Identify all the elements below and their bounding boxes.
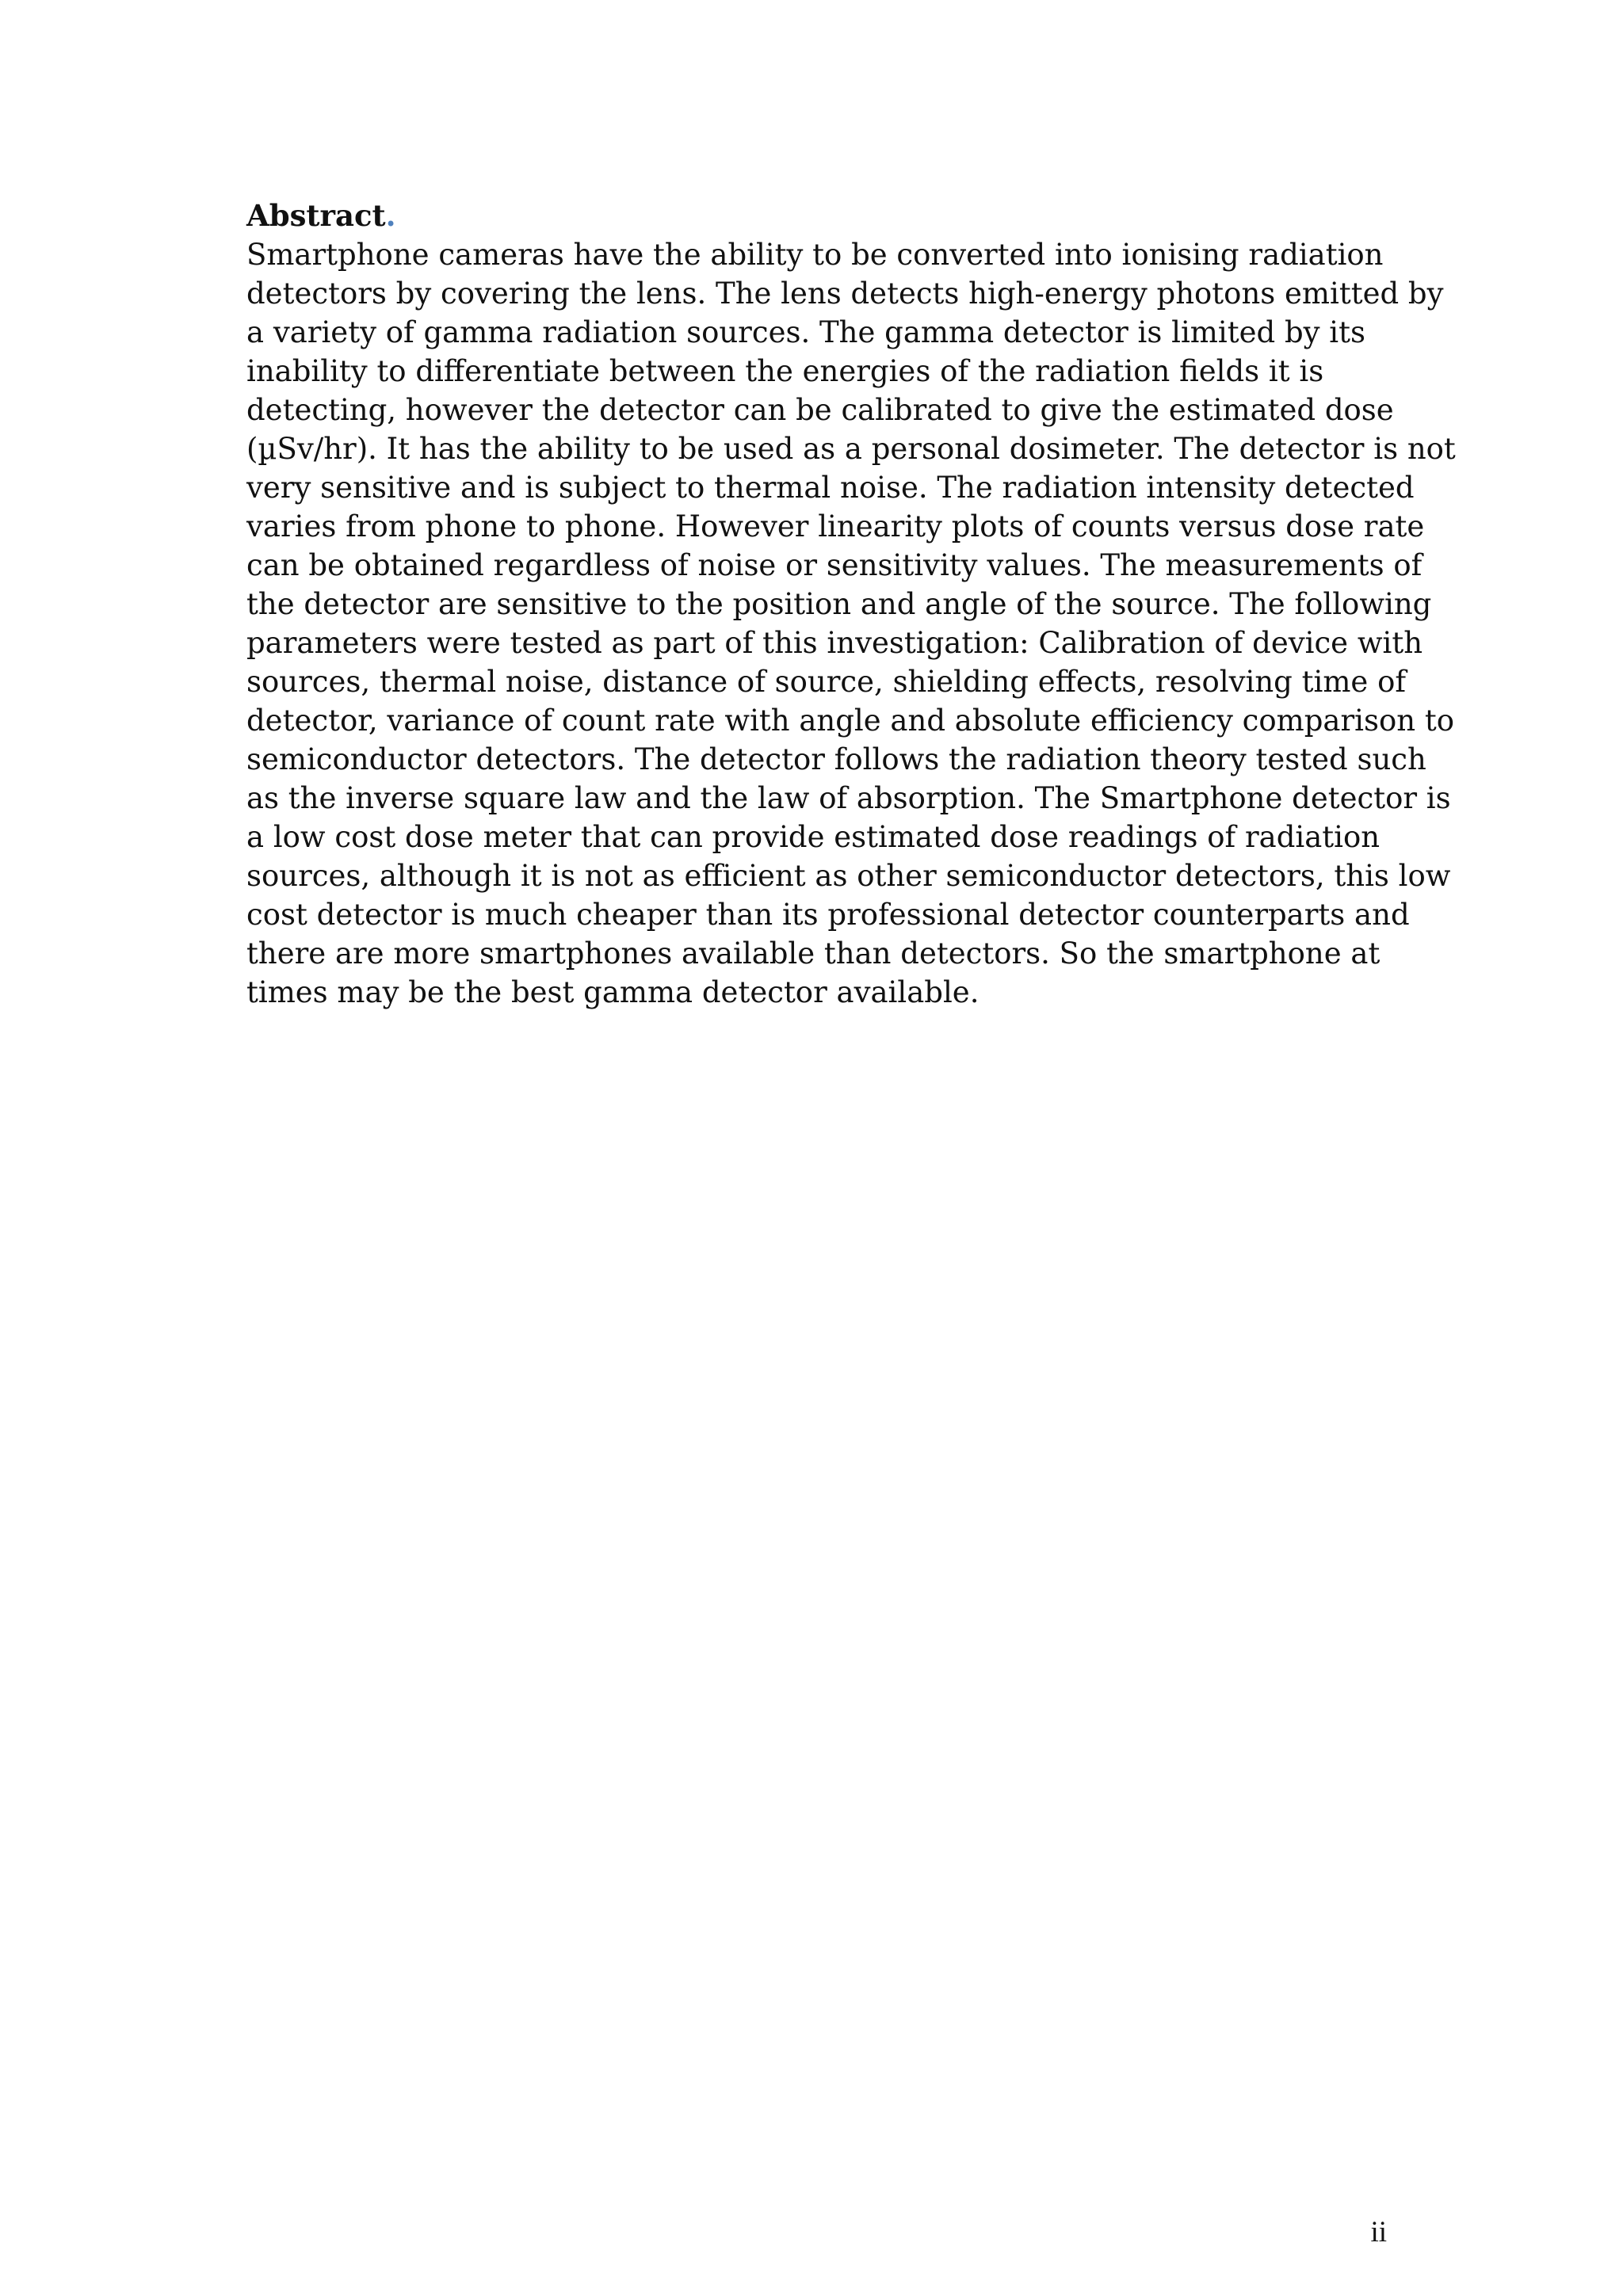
abstract-section xyxy=(246,196,1456,1012)
abstract-line: detectors by covering the lens. The lens detects high-energy photons emitted by xyxy=(246,277,1444,311)
abstract-line: sources, thermal noise, distance of source, shielding effects, resolving time of xyxy=(246,665,1407,699)
abstract-line: a variety of gamma radiation sources. The gamma detector is limited by its xyxy=(246,315,1365,349)
abstract-line: times may be the best gamma detector available. xyxy=(246,975,980,1009)
abstract-line: can be obtained regardless of noise or sensitivity values. The measurements of xyxy=(246,548,1423,582)
abstract-line: detector, variance of count rate with angle and absolute efficiency comparison to xyxy=(246,704,1454,738)
abstract-line: sources, although it is not as efficient as other semiconductor detectors, this low xyxy=(246,859,1451,893)
abstract-line: very sensitive and is subject to thermal noise. The radiation intensity detected xyxy=(246,471,1415,505)
abstract-line: inability to differentiate between the energies of the radiation fields it is xyxy=(246,354,1324,388)
abstract-line: semiconductor detectors. The detector follows the radiation theory tested such xyxy=(246,742,1426,776)
abstract-line: (µSv/hr). It has the ability to be used as a personal dosimeter. The detector is not xyxy=(246,432,1456,466)
abstract-line: detecting, however the detector can be calibrated to give the estimated dose xyxy=(246,393,1394,427)
abstract-heading xyxy=(246,196,1403,235)
abstract-line: the detector are sensitive to the position and angle of the source. The following xyxy=(246,587,1432,621)
abstract-line: cost detector is much cheaper than its professional detector counterparts and xyxy=(246,898,1410,932)
abstract-line: a low cost dose meter that can provide estimated dose readings of radiation xyxy=(246,820,1381,854)
abstract-line: varies from phone to phone. However linearity plots of counts versus dose rate xyxy=(246,509,1425,543)
abstract-line: parameters were tested as part of this investigation: Calibration of device with xyxy=(246,626,1423,660)
abstract-line: as the inverse square law and the law of absorption. The Smartphone detector is xyxy=(246,781,1451,815)
abstract-body xyxy=(246,235,1456,1012)
abstract-heading-text: Abstract xyxy=(246,198,386,233)
abstract-heading-dot: . xyxy=(385,198,396,233)
abstract-line: Smartphone cameras have the ability to be converted into ionising radiation xyxy=(246,238,1384,272)
page-number: ii xyxy=(1370,2216,1387,2248)
abstract-line: there are more smartphones available than detectors. So the smartphone at xyxy=(246,936,1381,971)
